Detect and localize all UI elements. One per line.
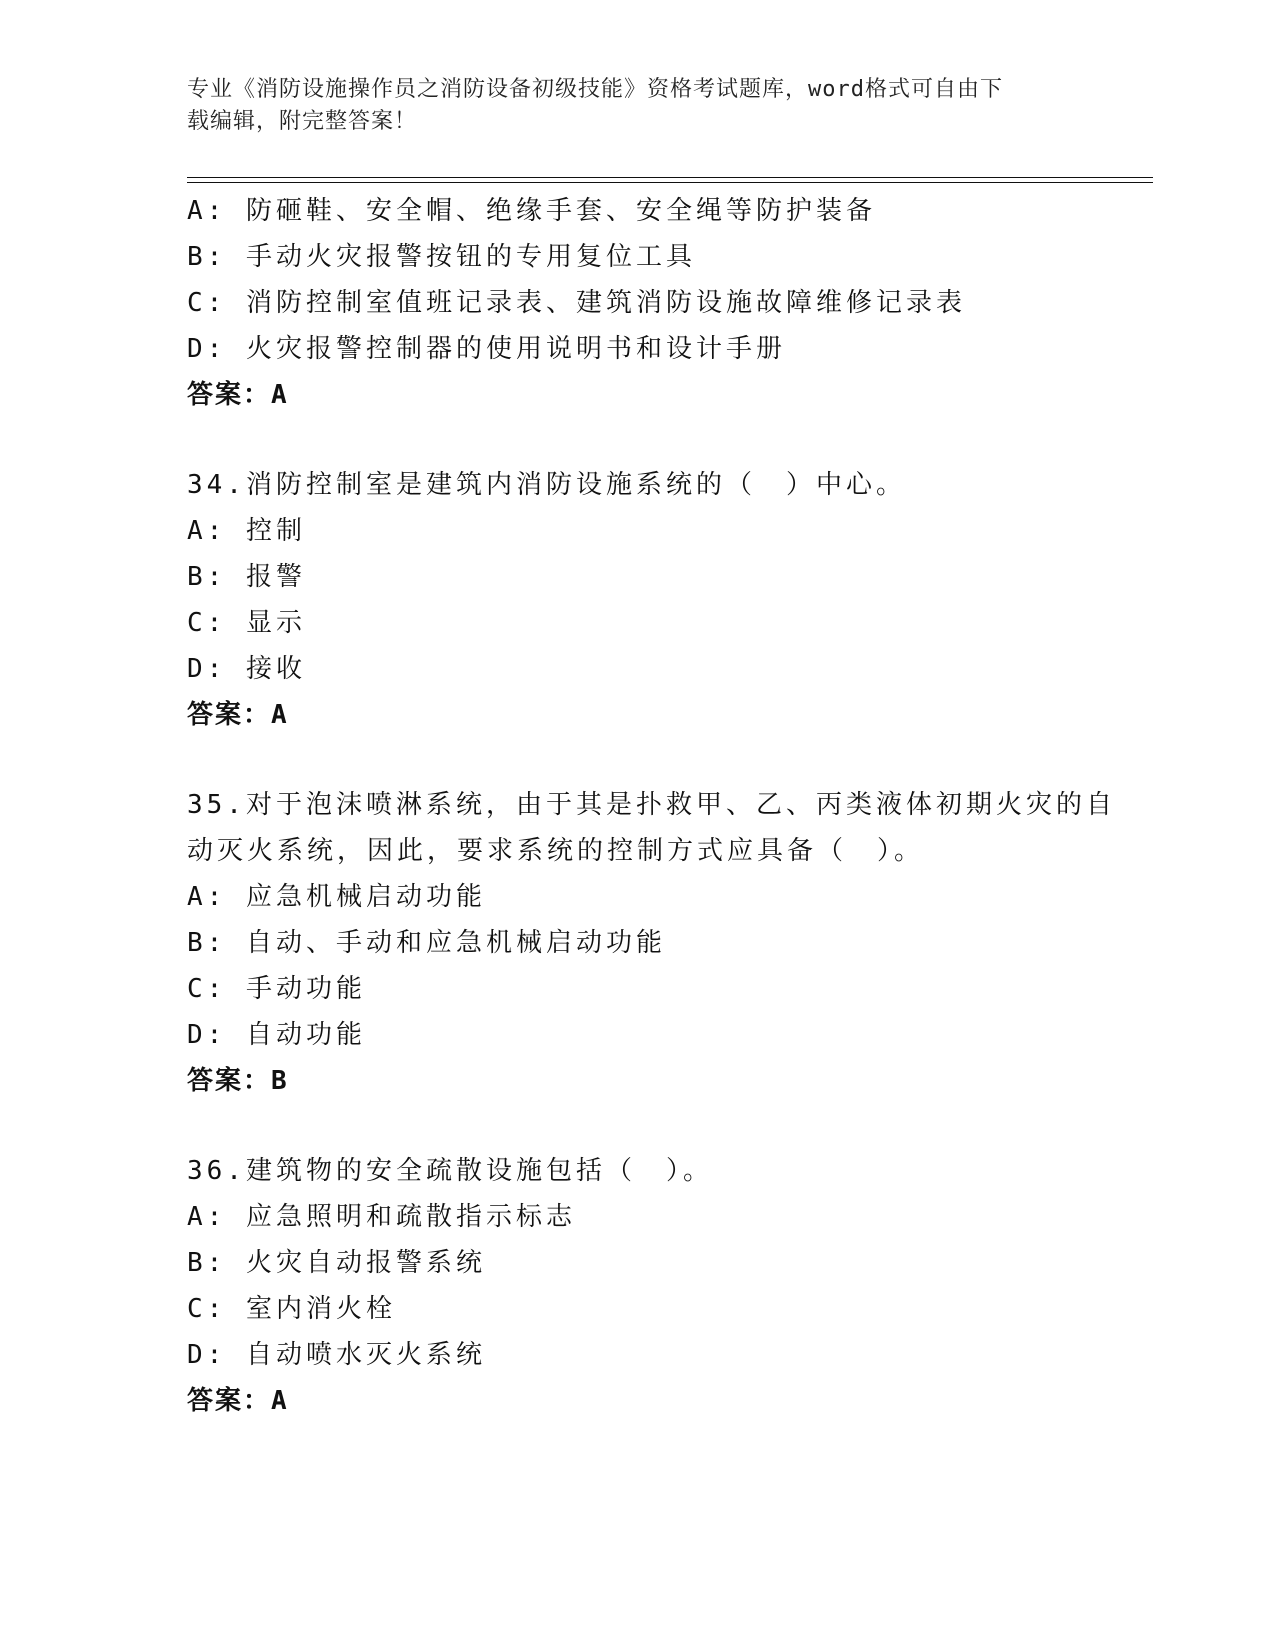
option-b: B: 报警 [187,562,306,592]
option-d: D: 接收 [187,654,306,684]
option-b: B: 自动、手动和应急机械启动功能 [187,928,666,958]
option-c: C: 室内消火栓 [187,1294,396,1324]
header-line-2: 载编辑，附完整答案！ [187,109,418,134]
option-c: C: 手动功能 [187,974,366,1004]
option-a: A: 应急机械启动功能 [187,882,486,912]
option-d: D: 自动喷水灭火系统 [187,1340,486,1370]
question-stem: 34.消防控制室是建筑内消防设施系统的（ ）中心。 [187,470,906,500]
answer: 答案：A [187,380,289,410]
question-35 [187,782,1167,1104]
header-line-1: 专业《消防设施操作员之消防设备初级技能》资格考试题库，word格式可自由下 [187,77,1003,102]
question-list [187,188,1167,1424]
option-a: A: 应急照明和疏散指示标志 [187,1202,576,1232]
question-stem: 36.建筑物的安全疏散设施包括（ ）。 [187,1156,713,1186]
option-d: D: 自动功能 [187,1020,366,1050]
question-stem-line-1: 35.对于泡沫喷淋系统，由于其是扑救甲、乙、丙类液体初期火灾的自 [187,790,1116,820]
option-a: A: 防砸鞋、安全帽、绝缘手套、安全绳等防护装备 [187,196,876,226]
question-33 [187,188,1167,418]
option-d: D: 火灾报警控制器的使用说明书和设计手册 [187,334,786,364]
option-b: B: 手动火灾报警按钮的专用复位工具 [187,242,696,272]
question-stem-line-2: 动灭火系统，因此，要求系统的控制方式应具备（ ）。 [187,836,925,866]
option-c: C: 显示 [187,608,306,638]
answer: 答案：A [187,1386,289,1416]
answer: 答案：A [187,700,289,730]
question-36 [187,1148,1167,1424]
header-divider-top [187,177,1153,178]
option-a: A: 控制 [187,516,306,546]
option-b: B: 火灾自动报警系统 [187,1248,486,1278]
header-divider-bottom [187,182,1153,183]
option-c: C: 消防控制室值班记录表、建筑消防设施故障维修记录表 [187,288,966,318]
document-header [187,74,1087,138]
answer: 答案：B [187,1066,289,1096]
question-34 [187,462,1167,738]
